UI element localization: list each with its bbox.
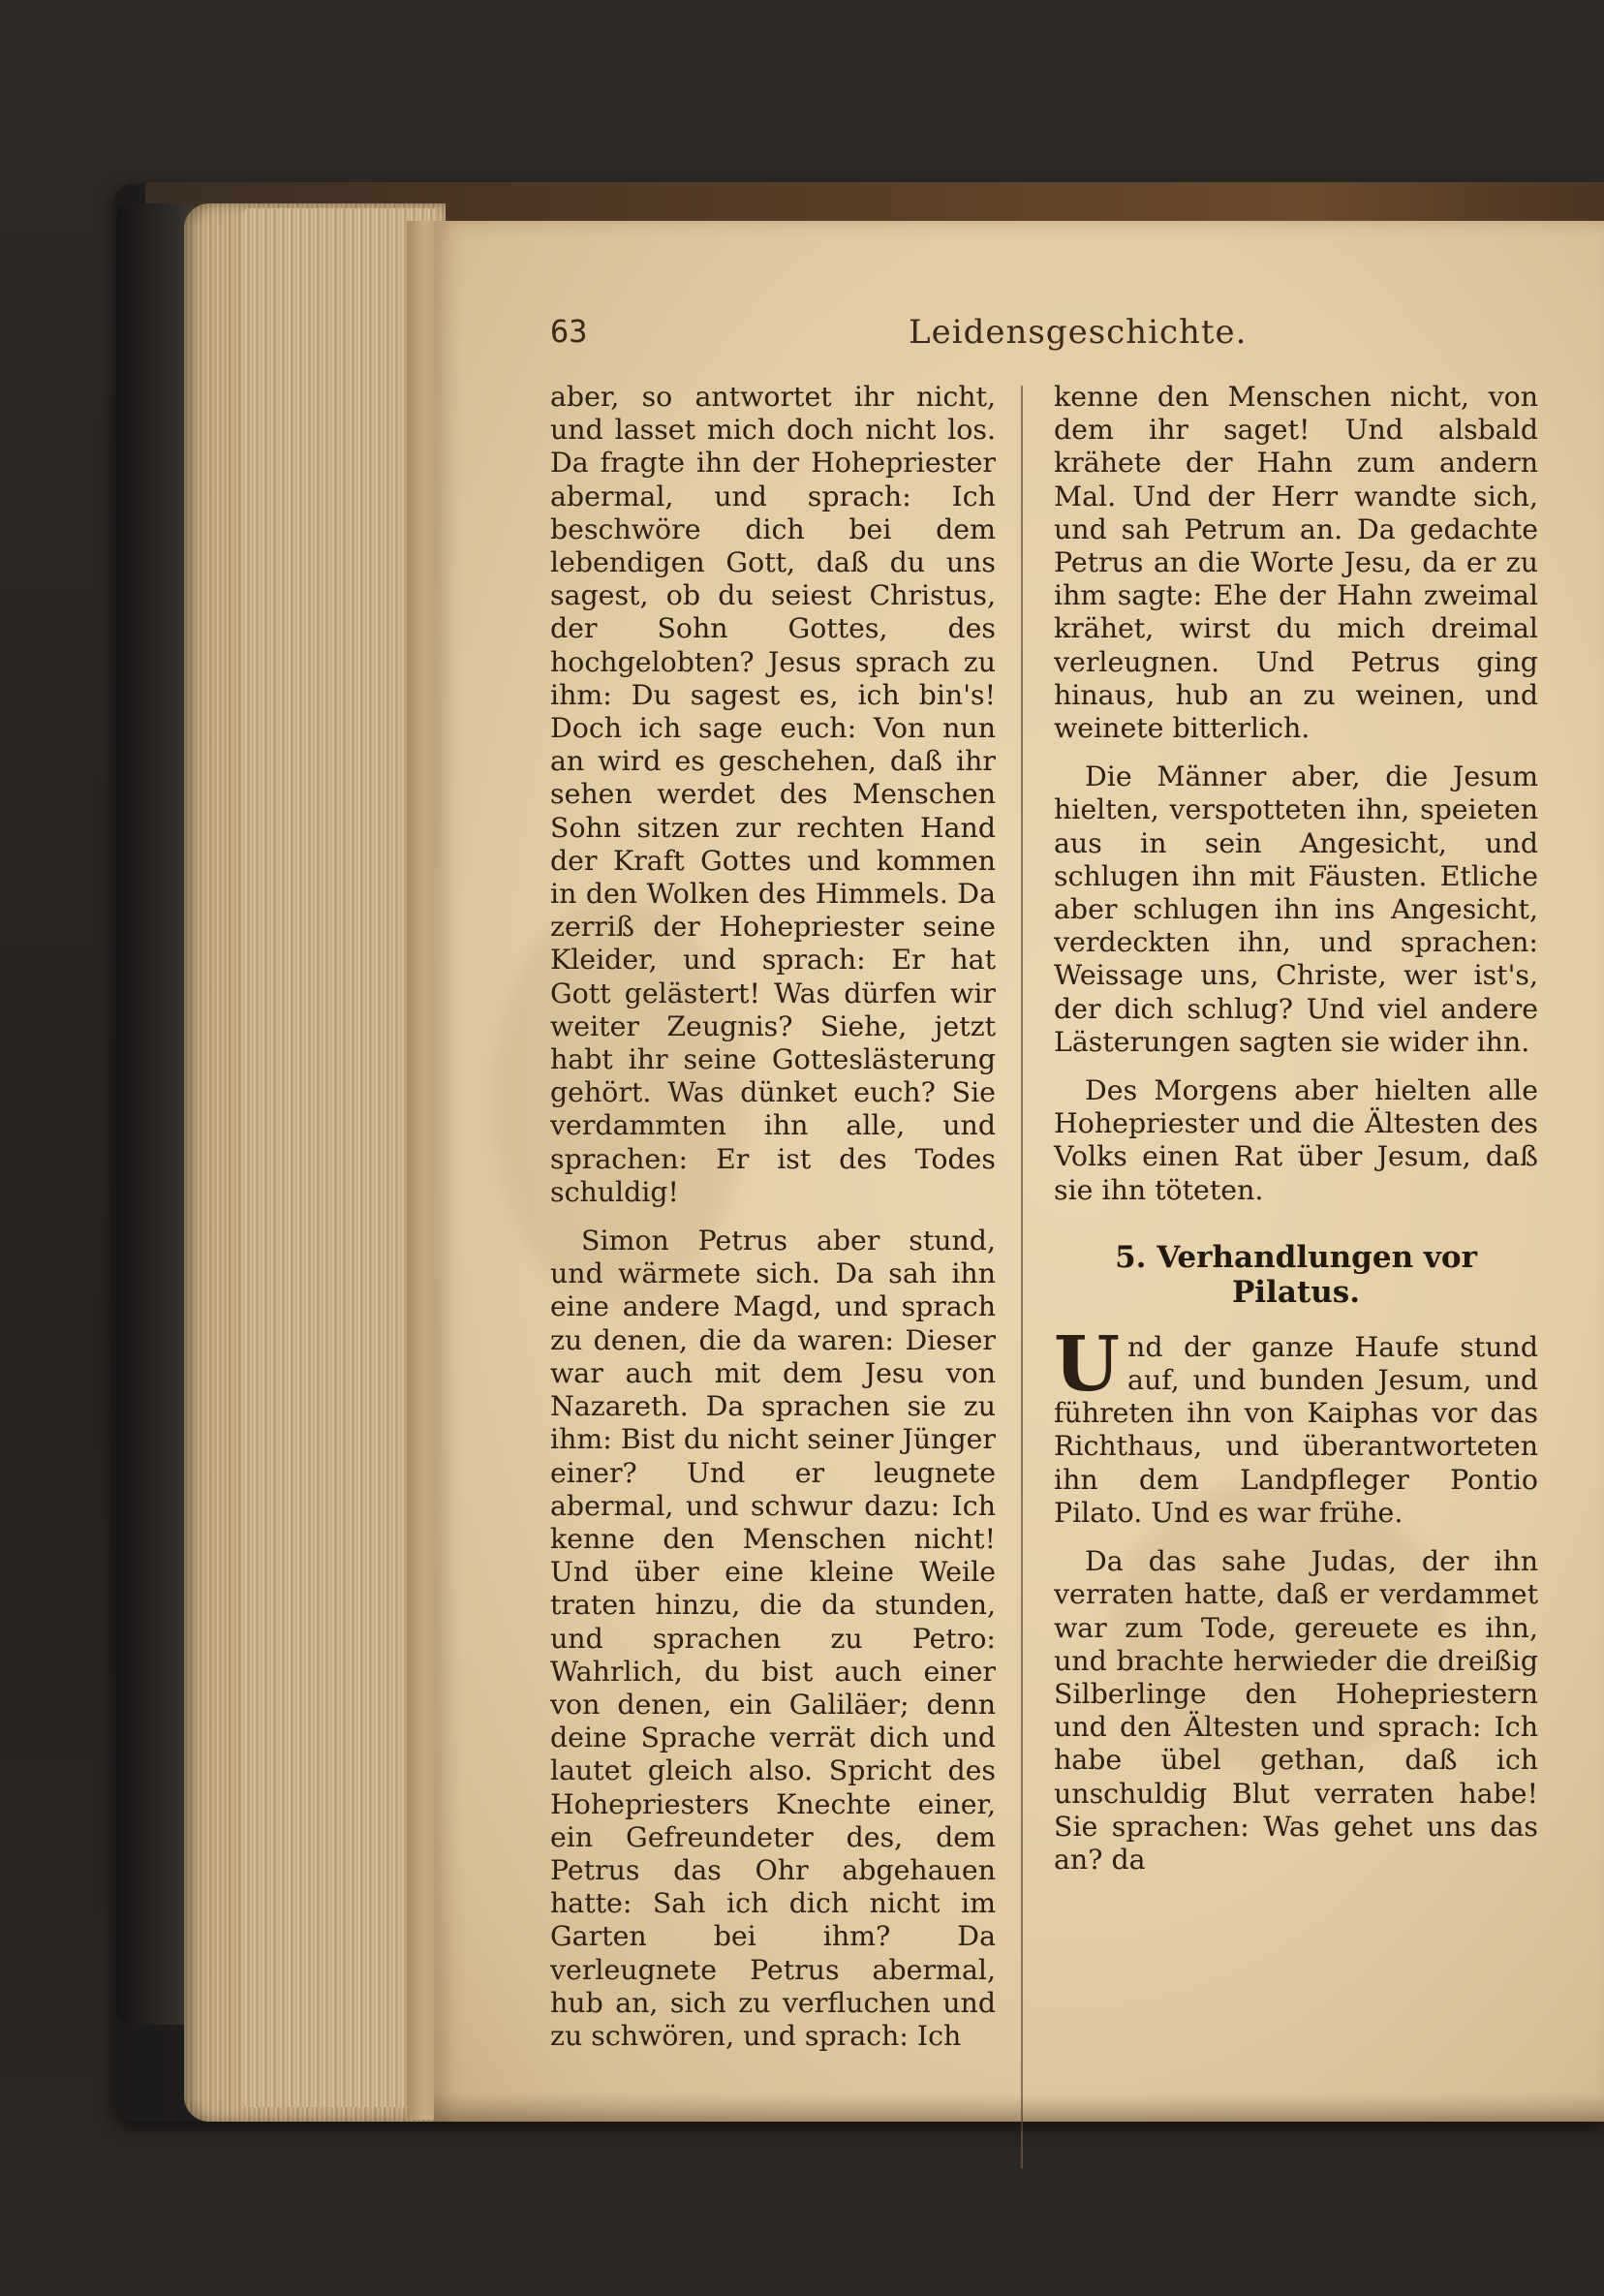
running-title: Leidensgeschichte. bbox=[909, 313, 1248, 352]
paragraph: Simon Petrus aber stund, und wärmete sich. Da sah ihn eine andere Magd, und sprach zu denen, die da waren: Dieser war auch mit dem Jesu von Nazareth. Da sprachen sie zu ihm: Bist du nicht seiner Jünger einer? Und er leugnete abermal, und schwur dazu: Ich kenne den Menschen nicht! Und über eine kleine Weile traten hinzu, die da stunden, und sprachen zu Petro: Wahrlich, du bist auch einer von denen, ein Galiläer; denn deine Sprache verrät dich und lautet gleich also. Spricht des Hohepriesters Knechte einer, ein Gefreundeter des, dem Petrus das Ohr abgehauen hatte: Sah ich dich nicht im Garten bei ihm? Da verleugnete Petrus abermal, hub an, sich zu verfluchen und zu schwören, und sprach: Ich bbox=[550, 1225, 996, 2052]
paragraph-with-dropcap: Und der ganze Haufe stund auf, und bunden Jesum, und führeten ihn von Kaiphas vor das Richthaus, und überantworteten ihn dem Landpfleger Pontio Pilato. Und es war frühe. bbox=[1054, 1319, 1538, 1529]
paragraph: Des Morgens aber hielten alle Hohepriester und die Ältesten des Volks einen Rat über Jesum, daß sie ihn töteten. bbox=[1054, 1074, 1538, 1206]
page-bottom-shadow bbox=[434, 2093, 1604, 2131]
page-header bbox=[550, 313, 1546, 361]
paragraph: Die Männer aber, die Jesum hielten, verspotteten ihn, speieten aus in sein Angesicht, und schlugen ihn mit Fäusten. Etliche aber schlugen ihn ins Angesicht, verdeckten ihn, und sprachen: Weissage uns, Christe, wer ist's, der dich schlug? Und viel andere Lästerungen sagten sie wider ihn. bbox=[1054, 760, 1538, 1058]
book-spine bbox=[116, 203, 194, 2025]
section-heading: 5. Verhandlungen vor Pilatus. bbox=[1115, 1239, 1477, 1310]
column-divider bbox=[1021, 386, 1023, 2168]
printed-page bbox=[434, 221, 1604, 2122]
paragraph: kenne den Menschen nicht, von dem ihr saget! Und alsbald krähete der Hahn zum andern Mal. Und der Herr wandte sich, und sah Petrum an. Da gedachte Petrus an die Worte Jesu, da er zu ihm sagte: Ehe der Hahn zweimal krähet, wirst du mich dreimal verleugnen. Und Petrus ging hinaus, hub an zu weinen, und weinete bitterlich. bbox=[1054, 381, 1538, 745]
paragraph: aber, so antwortet ihr nicht, und lasset mich doch nicht los. Da fragte ihn der Hohepriester abermal, und sprach: Ich beschwöre dich bei dem lebendigen Gott, daß du uns sagest, ob du seiest Christus, der Sohn Gottes, des hochgelobten? Jesus sprach zu ihm: Du sagest es, ich bin's! Doch ich sage euch: Von nun an wird es geschehen, daß ihr sehen werdet des Menschen Sohn sitzen zur rechten Hand der Kraft Gottes und kommen in den Wolken des Himmels. Da zerriß der Hohepriester seine Kleider, und sprach: Er hat Gott gelästert! Was dürfen wir weiter Zeugnis? Siehe, jetzt habt ihr seine Gotteslästerung gehört. Was dünket euch? Sie verdammten ihn alle, und sprachen: Er ist des Todes schuldig! bbox=[550, 381, 996, 1208]
page-number: 63 bbox=[550, 313, 588, 350]
left-text-column bbox=[550, 381, 996, 2068]
right-text-column bbox=[1054, 381, 1538, 1892]
paragraph: Da das sahe Judas, der ihn verraten hatte, daß er verdammet war zum Tode, gereuete es ihn, und brachte herwieder die dreißig Silberlinge den Hohepriestern und den Ältesten und sprach: Ich habe übel gethan, daß ich unschuldig Blut verraten habe! Sie sprachen: Was gehet uns das an? da bbox=[1054, 1545, 1538, 1876]
